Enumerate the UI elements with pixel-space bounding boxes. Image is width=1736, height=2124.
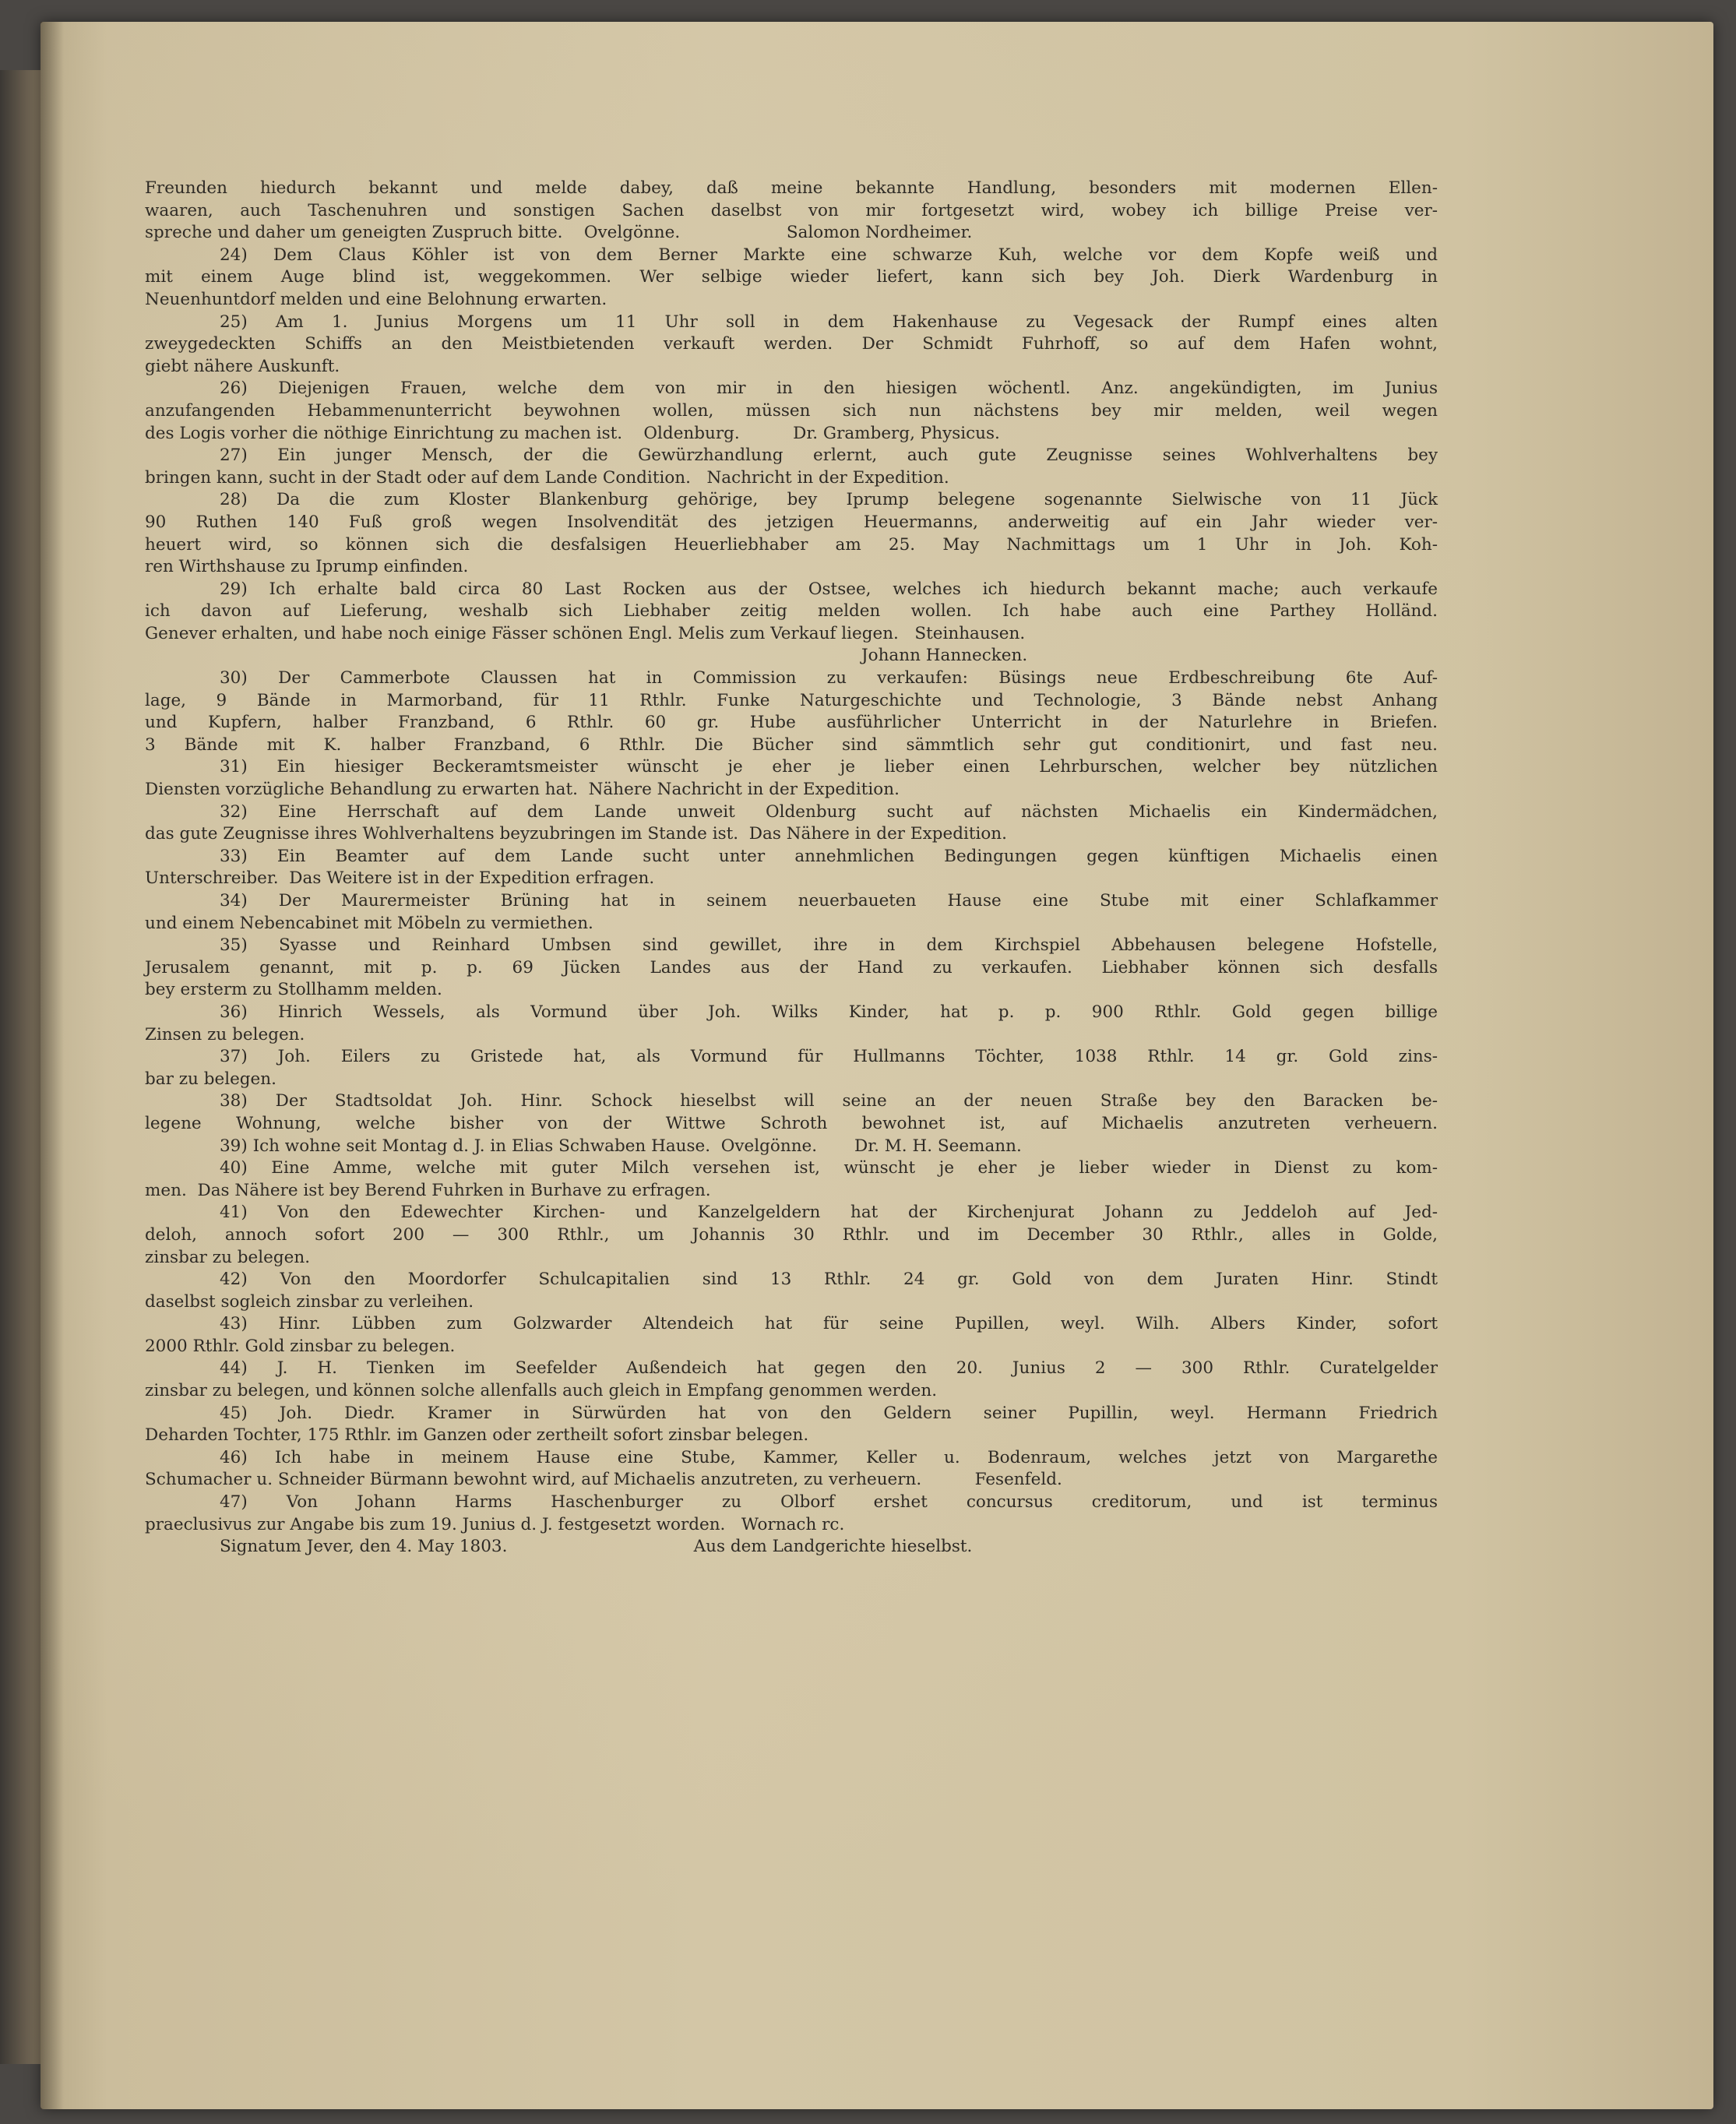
text-line: 29) Ich erhalte bald circa 80 Last Rocken aus der Ostsee, welches ich hiedurch bekannt mache; auch verkaufe: [220, 579, 1438, 599]
text-line: spreche und daher um geneigten Zuspruch bitte. Ovelgönne. Salomon Nordheimer.: [145, 223, 973, 243]
page-gutter: [40, 22, 64, 2109]
text-line: Freunden hiedurch bekannt und melde dabey, daß meine bekannte Handlung, besonders mit modernen Ellen-: [145, 178, 1438, 198]
text-line: 24) Dem Claus Köhler ist von dem Berner Markte eine schwarze Kuh, welche vor dem Kopfe weiß und: [220, 245, 1438, 265]
text-line: 39) Ich wohne seit Montag d. J. in Elias Schwaben Hause. Ovelgönne. Dr. M. H. Seemann.: [220, 1136, 1022, 1156]
text-line: daselbst sogleich zinsbar zu verleihen.: [145, 1291, 474, 1312]
text-line: Neuenhuntdorf melden und eine Belohnung erwarten.: [145, 289, 607, 309]
text-line: Schumacher u. Schneider Bürmann bewohnt wird, auf Michaelis anzutreten, zu verheuern. Fesenfeld.: [145, 1470, 1062, 1490]
text-line: ich davon auf Lieferung, weshalb sich Liebhaber zeitig melden wollen. Ich habe auch eine Parthey Holländ.: [145, 601, 1438, 622]
text-line: 33) Ein Beamter auf dem Lande sucht unter annehmlichen Bedingungen gegen künftigen Michaelis einen: [220, 846, 1438, 866]
text-line: 44) J. H. Tienken im Seefelder Außendeich hat gegen den 20. Junius 2 — 300 Rthlr. Curatelgelder: [220, 1358, 1438, 1379]
text-line: und einem Nebencabinet mit Möbeln zu vermiethen.: [145, 913, 593, 933]
text-line: Diensten vorzügliche Behandlung zu erwarten hat. Nähere Nachricht in der Expedition.: [145, 780, 900, 800]
text-line: bey ersterm zu Stollhamm melden.: [145, 980, 442, 1000]
left-page-edge: [0, 70, 45, 2064]
text-line: des Logis vorher die nöthige Einrichtung zu machen ist. Oldenburg. Dr. Gramberg, Physicus.: [145, 423, 1000, 443]
text-line: Deharden Tochter, 175 Rthlr. im Ganzen oder zertheilt sofort zinsbar belegen.: [145, 1425, 809, 1446]
text-line: 30) Der Cammerbote Claussen hat in Commission zu verkaufen: Büsings neue Erdbeschreibung 6te Auf-: [220, 668, 1438, 689]
text-line: lage, 9 Bände in Marmorband, für 11 Rthlr. Funke Naturgeschichte und Technologie, 3 Bände nebst Anhang: [145, 690, 1438, 710]
text-line: zinsbar zu belegen, und können solche allenfalls auch gleich in Empfang genommen werden.: [145, 1381, 938, 1401]
text-line: praeclusivus zur Angabe bis zum 19. Junius d. J. festgesetzt worden. Wornach rc.: [145, 1514, 845, 1534]
text-line: 37) Joh. Eilers zu Gristede hat, als Vormund für Hullmanns Töchter, 1038 Rthlr. 14 gr. Gold zins-: [220, 1047, 1438, 1067]
text-line: 46) Ich habe in meinem Hause eine Stube, Kammer, Keller u. Bodenraum, welches jetzt von Margarethe: [220, 1447, 1438, 1467]
text-line: bringen kann, sucht in der Stadt oder auf dem Lande Condition. Nachricht in der Expedition.: [145, 467, 949, 488]
text-line: 26) Diejenigen Frauen, welche dem von mir in den hiesigen wöchentl. Anz. angekündigten, im Junius: [220, 379, 1438, 399]
text-line: 42) Von den Moordorfer Schulcapitalien sind 13 Rthlr. 24 gr. Gold von dem Juraten Hinr. Stindt: [220, 1270, 1438, 1290]
text-line: 35) Syasse und Reinhard Umbsen sind gewillet, ihre in dem Kirchspiel Abbehausen belegene Hofstelle,: [220, 935, 1438, 956]
text-line: 47) Von Johann Harms Haschenburger zu Olborf ershet concursus creditorum, und ist terminus: [220, 1492, 1438, 1513]
text-line: 36) Hinrich Wessels, als Vormund über Joh. Wilks Kinder, hat p. p. 900 Rthlr. Gold gegen billige: [220, 1002, 1438, 1022]
text-line: giebt nähere Auskunft.: [145, 356, 340, 376]
text-line: men. Das Nähere ist bey Berend Fuhrken in Burhave zu erfragen.: [145, 1180, 711, 1200]
text-column: [145, 178, 1438, 1559]
text-line: und Kupfern, halber Franzband, 6 Rthlr. 60 gr. Hube ausführlicher Unterricht in der Naturlehre in Briefen.: [145, 713, 1438, 733]
text-line: waaren, auch Taschenuhren und sonstigen Sachen daselbst von mir fortgesetzt wird, wobey ich billige Preise ver-: [145, 200, 1438, 220]
text-line: Unterschreiber. Das Weitere ist in der Expedition erfragen.: [145, 868, 655, 889]
text-line: 34) Der Maurermeister Brüning hat in seinem neuerbaueten Hause eine Stube mit einer Schlafkammer: [220, 891, 1438, 911]
text-line: 40) Eine Amme, welche mit guter Milch versehen ist, wünscht je eher je lieber wieder in Dienst zu kom-: [220, 1158, 1438, 1178]
text-line: 28) Da die zum Kloster Blankenburg gehörige, bey Iprump belegene sogenannte Sielwische von 11 Jück: [220, 490, 1438, 510]
text-line: 45) Joh. Diedr. Kramer in Sürwürden hat von den Geldern seiner Pupillin, weyl. Hermann Friedrich: [220, 1403, 1438, 1423]
text-line: 31) Ein hiesiger Beckeramtsmeister wünscht je eher je lieber einen Lehrburschen, welcher bey nützlichen: [220, 757, 1438, 777]
text-line: 25) Am 1. Junius Morgens um 11 Uhr soll in dem Hakenhause zu Vegesack der Rumpf eines alten: [220, 312, 1438, 332]
text-line: 2000 Rthlr. Gold zinsbar zu belegen.: [145, 1336, 456, 1356]
text-line: 38) Der Stadtsoldat Joh. Hinr. Schock hieselbst will seine an der neuen Straße bey den Baracken be-: [220, 1091, 1438, 1111]
text-line: Zinsen zu belegen.: [145, 1024, 305, 1044]
text-line: 27) Ein junger Mensch, der die Gewürzhandlung erlernt, auch gute Zeugnisse seines Wohlverhaltens bey: [220, 446, 1438, 466]
text-line: 3 Bände mit K. halber Franzband, 6 Rthlr. Die Bücher sind sämmtlich sehr gut conditionirt, und fast neu.: [145, 734, 1438, 755]
text-line: 32) Eine Herrschaft auf dem Lande unweit Oldenburg sucht auf nächsten Michaelis ein Kindermädchen,: [220, 801, 1438, 822]
text-line: heuert wird, so können sich die desfalsigen Heuerliebhaber am 25. May Nachmittags um 1 Uhr in Joh. Koh-: [145, 534, 1438, 555]
text-line: 90 Ruthen 140 Fuß groß wegen Insolvendität des jetzigen Heuermanns, anderweitig auf ein Jahr wieder ver-: [145, 512, 1438, 532]
signature-line: Signatum Jever, den 4. May 1803. Aus dem Landgerichte hieselbst.: [220, 1537, 973, 1557]
text-line: 41) Von den Edewechter Kirchen- und Kanzelgeldern hat der Kirchenjurat Johann zu Jeddeloh auf Jed-: [220, 1203, 1438, 1223]
text-line: bar zu belegen.: [145, 1069, 276, 1089]
text-line: legene Wohnung, welche bisher von der Wittwe Schroth bewohnet ist, auf Michaelis anzutreten verheuern.: [145, 1113, 1438, 1133]
text-line: das gute Zeugnisse ihres Wohlverhaltens beyzubringen im Stande ist. Das Nähere in der Expedition.: [145, 824, 1007, 844]
text-line: zweygedeckten Schiffs an den Meistbietenden verkauft werden. Der Schmidt Fuhrhoff, so auf dem Hafen wohnt,: [145, 334, 1438, 354]
signature-line: Johann Hannecken.: [861, 646, 1028, 666]
text-line: deloh, annoch sofort 200 — 300 Rthlr., um Johannis 30 Rthlr. und im December 30 Rthlr., alles in Golde,: [145, 1224, 1438, 1245]
text-line: Jerusalem genannt, mit p. p. 69 Jücken Landes aus der Hand zu verkaufen. Liebhaber können sich desfalls: [145, 957, 1438, 977]
text-line: anzufangenden Hebammenunterricht beywohnen wollen, müssen sich nun nächstens bey mir melden, weil wegen: [145, 400, 1438, 421]
text-line: 43) Hinr. Lübben zum Golzwarder Altendeich hat für seine Pupillen, weyl. Wilh. Albers Kinder, sofort: [220, 1314, 1438, 1334]
text-line: mit einem Auge blind ist, weggekommen. Wer selbige wieder liefert, kann sich bey Joh. Dierk Wardenburg in: [145, 267, 1438, 287]
text-line: zinsbar zu belegen.: [145, 1247, 311, 1267]
text-line: Genever erhalten, und habe noch einige Fässer schönen Engl. Melis zum Verkauf liegen. Steinhausen.: [145, 623, 1026, 643]
text-line: ren Wirthshause zu Iprump einfinden.: [145, 557, 469, 577]
